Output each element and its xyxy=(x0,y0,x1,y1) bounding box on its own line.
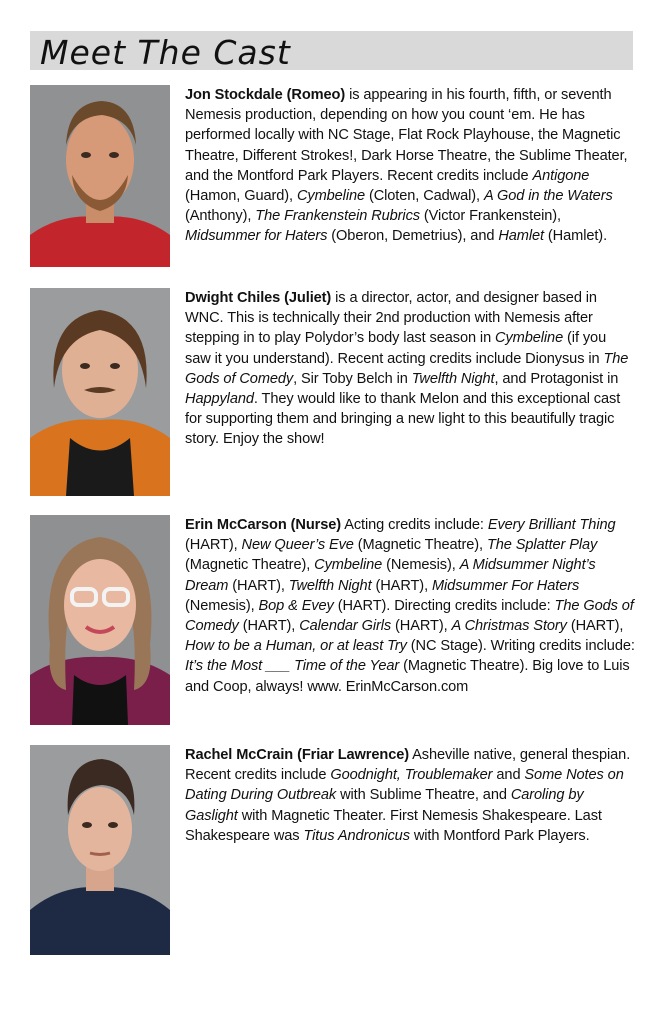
bio-text: (Magnetic Theatre), xyxy=(353,537,487,554)
cast-bio-text xyxy=(185,515,635,697)
bio-text: (Nemesis), xyxy=(185,597,259,614)
bio-text: (HART), xyxy=(228,577,289,594)
cast-bio xyxy=(185,515,635,697)
headshot-photo xyxy=(30,515,170,725)
bio-text: (Magnetic Theatre), xyxy=(185,557,315,574)
bio-title: A God in the Waters xyxy=(483,188,613,205)
header-bar xyxy=(30,31,633,70)
bio-title: Goodnight, Troublemaker xyxy=(330,767,493,784)
bio-title: Calendar Girls xyxy=(299,618,392,635)
bio-title: Happyland xyxy=(185,391,254,408)
bio-title: Every Brilliant Thing xyxy=(487,517,616,533)
bio-title: Cymbeline xyxy=(314,557,383,574)
bio-text: with Magnetic Theater. First Nemesis Shakespeare. Last Shakespeare was xyxy=(185,807,602,844)
bio-text: (Hamlet). xyxy=(543,228,608,245)
cast-bio-text xyxy=(185,288,635,450)
cast-name: Dwight Chiles xyxy=(185,290,281,306)
bio-text: (if you saw it you understand). Recent acting credits include Dionysus in xyxy=(185,330,607,367)
bio-text: with Montford Park Players. xyxy=(409,827,590,844)
bio-title: Twelfth Night xyxy=(411,370,495,387)
bio-title: Cymbeline xyxy=(296,188,365,205)
bio-title: The Frankenstein Rubrics xyxy=(255,208,420,225)
bio-text: (HART), xyxy=(391,618,452,635)
cast-name: Jon Stockdale xyxy=(185,87,283,103)
bio-title: How to be a Human, or at least Try xyxy=(185,638,407,655)
page-title: Meet The Cast xyxy=(40,33,291,72)
bio-title: Hamlet xyxy=(498,228,544,245)
bio-text: (Nemesis), xyxy=(382,557,460,574)
bio-title: Cymbeline xyxy=(495,330,564,347)
bio-title: The Gods of Comedy xyxy=(185,597,634,635)
cast-bio-text xyxy=(185,745,635,846)
bio-title: A Midsummer Night’s Dream xyxy=(185,557,596,594)
bio-text: (Hamon, Guard), xyxy=(185,188,297,205)
cast-name: Rachel McCrain xyxy=(185,747,294,763)
bio-text: (Anthony), xyxy=(185,208,256,225)
bio-title: It’s the Most ___ Time of the Year xyxy=(185,658,400,675)
cast-role: (Juliet) xyxy=(284,290,332,306)
cast-role: (Romeo) xyxy=(286,87,346,103)
bio-text: Asheville native, general thespian. Recent credits include xyxy=(185,747,631,784)
bio-title: Titus Andronicus xyxy=(303,827,410,844)
bio-text: (HART). Directing credits include: xyxy=(333,597,555,614)
cast-bio xyxy=(185,288,635,450)
bio-text: (HART), xyxy=(185,537,242,554)
cast-role: (Nurse) xyxy=(290,517,342,533)
bio-text: (HART), xyxy=(566,618,624,635)
bio-title: Some Notes on Dating During Outbreak xyxy=(185,767,624,804)
bio-text: with Sublime Theatre, and xyxy=(336,787,511,804)
cast-role: (Friar Lawrence) xyxy=(297,747,410,763)
bio-text: is a director, actor, and designer based in WNC. This is technically their 2nd production with Nemesis after stepping in to play Polydor’s body last season in xyxy=(185,290,597,347)
bio-text: Acting credits include: xyxy=(341,517,488,533)
bio-text: is appearing in his fourth, fifth, or seventh Nemesis production, depending on how you count ‘em. He has performed locally with NC Stage, Flat Rock Playhouse, the Magnetic Theatre, Different Strokes!, Dark Horse Theatre, the Sublime Theater, and the Montford Park Players. Recent credits include xyxy=(185,87,628,184)
bio-text: and xyxy=(492,767,525,784)
cast-bio-text xyxy=(185,85,635,247)
bio-text: (Cloten, Cadwal), xyxy=(365,188,484,205)
bio-text: (Magnetic Theatre). Big love to Luis and Coop, always! www. ErinMcCarson.com xyxy=(185,658,630,695)
cast-name: Erin McCarson xyxy=(185,517,287,533)
bio-title: Caroling by Gaslight xyxy=(185,787,584,824)
bio-title: The Splatter Play xyxy=(486,537,598,554)
bio-title: New Queer’s Eve xyxy=(241,537,354,554)
bio-text: . They would like to thank Melon and this exceptional cast for supporting them and bringing a new light to this beautifully tragic story. Enjoy the show! xyxy=(185,391,621,448)
bio-text: (Victor Frankenstein), xyxy=(419,208,561,225)
bio-text: , and Protagonist in xyxy=(494,370,619,387)
headshot-photo xyxy=(30,288,170,496)
cast-bio xyxy=(185,85,635,247)
bio-title: Bop & Evey xyxy=(258,597,334,614)
bio-text: , Sir Toby Belch in xyxy=(293,370,412,387)
headshot-photo xyxy=(30,85,170,267)
bio-text: (HART), xyxy=(238,618,300,635)
bio-text: (NC Stage). Writing credits include: xyxy=(406,638,635,655)
bio-title: The Gods of Comedy xyxy=(185,350,629,387)
headshot-photo xyxy=(30,745,170,955)
bio-title: Twelfth Night xyxy=(288,577,372,594)
bio-title: Antigone xyxy=(532,167,590,184)
bio-text: (Oberon, Demetrius), and xyxy=(327,228,499,245)
bio-title: Midsummer For Haters xyxy=(431,577,580,594)
cast-bio xyxy=(185,745,635,846)
bio-title: A Christmas Story xyxy=(451,618,567,635)
bio-title: Midsummer for Haters xyxy=(185,228,328,245)
bio-text: (HART), xyxy=(371,577,432,594)
